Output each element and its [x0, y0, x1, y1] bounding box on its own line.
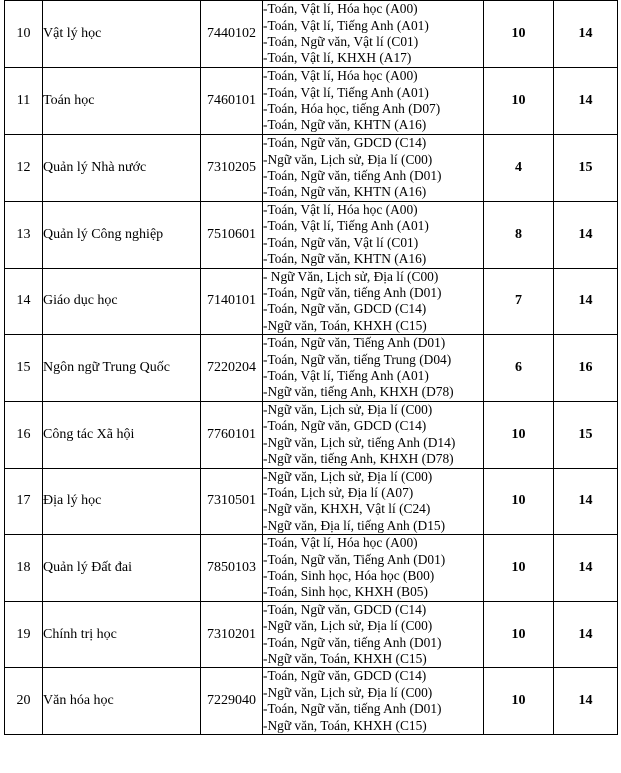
subject-combination: -Toán, Ngữ văn, KHTN (A16)	[263, 117, 427, 133]
major-code: 7229040	[201, 668, 263, 735]
major-code: 7140101	[201, 268, 263, 335]
subject-combinations	[263, 468, 484, 535]
subject-combination: -Ngữ văn, Toán, KHXH (C15)	[263, 317, 427, 333]
quota-a: 10	[484, 468, 554, 535]
row-number: 10	[5, 1, 43, 68]
subject-combinations	[263, 668, 484, 735]
subject-combinations	[263, 335, 484, 402]
row-number: 14	[5, 268, 43, 335]
subject-combination: -Ngữ văn, tiếng Anh, KHXH (D78)	[263, 384, 454, 400]
subject-combination: -Ngữ văn, Lịch sử, Địa lí (C00)	[263, 468, 433, 484]
row-number: 13	[5, 202, 43, 269]
subject-combination: -Toán, Ngữ văn, Tiếng Anh (D01)	[263, 335, 446, 351]
quota-a: 10	[484, 1, 554, 68]
subject-combination: -Toán, Ngữ văn, Tiếng Anh (D01)	[263, 551, 446, 567]
table-row	[5, 401, 618, 468]
major-name: Vật lý học	[43, 1, 201, 68]
subject-combinations	[263, 202, 484, 269]
major-name: Địa lý học	[43, 468, 201, 535]
subject-combination: -Toán, Vật lí, Hóa học (A00)	[263, 202, 418, 217]
subject-combination: -Ngữ văn, Lịch sử, Địa lí (C00)	[263, 401, 433, 417]
major-code: 7310205	[201, 135, 263, 202]
subject-combinations	[263, 268, 484, 335]
subject-combination: -Toán, Vật lí, Hóa học (A00)	[263, 535, 418, 551]
quota-a: 10	[484, 668, 554, 735]
major-code: 7440102	[201, 1, 263, 68]
subject-combination: -Ngữ văn, tiếng Anh, KHXH (D78)	[263, 451, 454, 467]
subject-combination: -Ngữ văn, Địa lí, tiếng Anh (D15)	[263, 517, 446, 533]
table-row	[5, 535, 618, 602]
major-code: 7510601	[201, 202, 263, 269]
row-number: 16	[5, 401, 43, 468]
major-code: 7310201	[201, 601, 263, 668]
major-name: Toán học	[43, 68, 201, 135]
subject-combinations	[263, 401, 484, 468]
row-number: 15	[5, 335, 43, 402]
major-name: Chính trị học	[43, 601, 201, 668]
row-number: 19	[5, 601, 43, 668]
subject-combination: -Toán, Sinh học, Hóa học (B00)	[263, 567, 435, 583]
subject-combination: -Toán, Ngữ văn, KHTN (A16)	[263, 184, 427, 200]
subject-combination: -Toán, Ngữ văn, KHTN (A16)	[263, 251, 427, 267]
major-code: 7460101	[201, 68, 263, 135]
table-row	[5, 1, 618, 68]
subject-combination: -Toán, Sinh học, KHXH (B05)	[263, 584, 428, 600]
major-name: Quản lý Nhà nước	[43, 135, 201, 202]
major-code: 7760101	[201, 401, 263, 468]
quota-b: 14	[554, 668, 618, 735]
quota-a: 10	[484, 535, 554, 602]
quota-b: 14	[554, 268, 618, 335]
quota-b: 14	[554, 468, 618, 535]
table-row	[5, 135, 618, 202]
quota-a: 10	[484, 401, 554, 468]
quota-a: 10	[484, 68, 554, 135]
subject-combination: -Ngữ văn, KHXH, Vật lí (C24)	[263, 501, 431, 517]
quota-a: 7	[484, 268, 554, 335]
major-name: Công tác Xã hội	[43, 401, 201, 468]
subject-combination: -Toán, Ngữ văn, Vật lí (C01)	[263, 34, 419, 49]
major-name: Quản lý Công nghiệp	[43, 202, 201, 269]
subject-combination: -Toán, Vật lí, Tiếng Anh (A01)	[263, 84, 429, 100]
subject-combinations	[263, 601, 484, 668]
quota-b: 14	[554, 1, 618, 68]
table-row	[5, 668, 618, 735]
table-row	[5, 268, 618, 335]
table-row	[5, 68, 618, 135]
quota-b: 14	[554, 535, 618, 602]
subject-combination: -Toán, Ngữ văn, tiếng Trung (D04)	[263, 351, 452, 367]
subject-combination: -Toán, Vật lí, Tiếng Anh (A01)	[263, 218, 429, 234]
subject-combination: -Toán, Ngữ văn, tiếng Anh (D01)	[263, 701, 442, 717]
subject-combination: -Ngữ văn, Toán, KHXH (C15)	[263, 650, 427, 666]
quota-b: 14	[554, 68, 618, 135]
subject-combination: -Toán, Lịch sử, Địa lí (A07)	[263, 484, 414, 500]
row-number: 20	[5, 668, 43, 735]
major-code: 7310501	[201, 468, 263, 535]
quota-a: 6	[484, 335, 554, 402]
subject-combination: -Toán, Ngữ văn, Vật lí (C01)	[263, 234, 419, 250]
subject-combination: -Toán, Vật lí, Hóa học (A00)	[263, 68, 418, 84]
table-row	[5, 202, 618, 269]
major-code: 7220204	[201, 335, 263, 402]
subject-combination: -Toán, Vật lí, Hóa học (A00)	[263, 1, 418, 17]
table-row	[5, 601, 618, 668]
subject-combination: -Toán, Ngữ văn, tiếng Anh (D01)	[263, 168, 442, 183]
subject-combination: -Toán, Ngữ văn, GDCD (C14)	[263, 418, 427, 434]
quota-b: 15	[554, 401, 618, 468]
quota-b: 14	[554, 202, 618, 269]
subject-combinations	[263, 1, 484, 68]
row-number: 18	[5, 535, 43, 602]
subject-combination: - Ngữ Văn, Lịch sử, Địa lí (C00)	[263, 268, 439, 284]
subject-combination: -Ngữ văn, Toán, KHXH (C15)	[263, 717, 427, 733]
major-name: Ngôn ngữ Trung Quốc	[43, 335, 201, 402]
subject-combination: -Ngữ văn, Lịch sử, Địa lí (C00)	[263, 618, 433, 634]
table-row	[5, 335, 618, 402]
subject-combination: -Ngữ văn, Lịch sử, tiếng Anh (D14)	[263, 434, 456, 450]
subject-combination: -Toán, Vật lí, Tiếng Anh (A01)	[263, 368, 429, 384]
table-body	[5, 1, 618, 735]
quota-a: 8	[484, 202, 554, 269]
row-number: 17	[5, 468, 43, 535]
row-number: 12	[5, 135, 43, 202]
subject-combinations	[263, 535, 484, 602]
subject-combination: -Toán, Ngữ văn, tiếng Anh (D01)	[263, 634, 442, 650]
subject-combination: -Ngữ văn, Lịch sử, Địa lí (C00)	[263, 684, 433, 700]
subject-combination: -Toán, Ngữ văn, GDCD (C14)	[263, 135, 427, 151]
subject-combination: -Toán, Ngữ văn, GDCD (C14)	[263, 601, 427, 617]
subject-combination: -Toán, Ngữ văn, GDCD (C14)	[263, 301, 427, 317]
quota-b: 16	[554, 335, 618, 402]
quota-b: 15	[554, 135, 618, 202]
subject-combinations	[263, 135, 484, 202]
major-name: Văn hóa học	[43, 668, 201, 735]
major-name: Quản lý Đất đai	[43, 535, 201, 602]
subject-combination: -Toán, Ngữ văn, GDCD (C14)	[263, 668, 427, 684]
quota-a: 10	[484, 601, 554, 668]
subject-combinations	[263, 68, 484, 135]
table-row	[5, 468, 618, 535]
quota-b: 14	[554, 601, 618, 668]
subject-combination: -Toán, Hóa học, tiếng Anh (D07)	[263, 101, 441, 116]
row-number: 11	[5, 68, 43, 135]
subject-combination: -Toán, Vật lí, KHXH (A17)	[263, 50, 412, 66]
subject-combination: -Toán, Vật lí, Tiếng Anh (A01)	[263, 17, 429, 33]
subject-combination: -Toán, Ngữ văn, tiếng Anh (D01)	[263, 285, 442, 301]
quota-a: 4	[484, 135, 554, 202]
admission-table	[4, 0, 618, 735]
major-code: 7850103	[201, 535, 263, 602]
major-name: Giáo dục học	[43, 268, 201, 335]
subject-combination: -Ngữ văn, Lịch sử, Địa lí (C00)	[263, 151, 433, 167]
